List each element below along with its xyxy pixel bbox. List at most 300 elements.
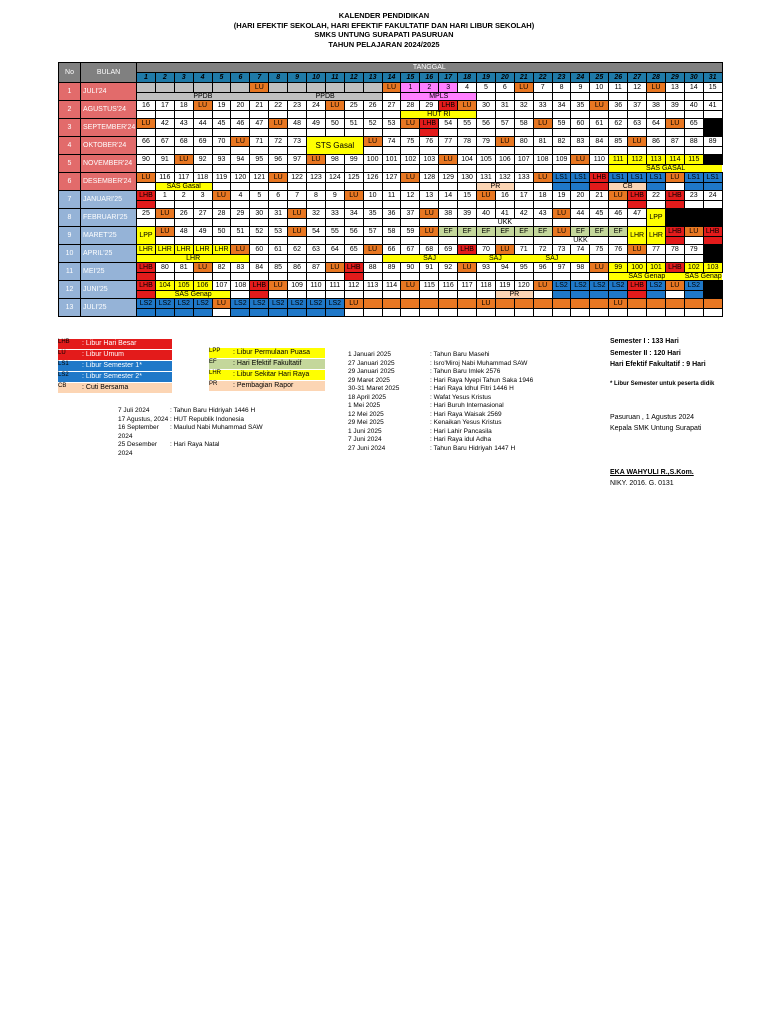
day-cell: LU [533,173,552,183]
day-cell: LHB [250,281,269,291]
day-cell: 121 [250,173,269,183]
day-cell: 50 [325,119,344,129]
day-subcell [137,111,156,119]
day-subcell [212,201,231,209]
day-cell: 20 [571,191,590,201]
day-subcell [401,129,420,137]
day-cell: LU [288,209,307,219]
day-subcell [477,237,496,245]
day-cell: LS2 [307,299,326,309]
day-cell: 1 [155,191,174,201]
day-subcell [439,165,458,173]
day-cell: 9 [571,83,590,93]
day-cell: 7 [288,191,307,201]
day-cell: LU [363,137,382,147]
day-subcell [590,255,609,263]
day-subcell [514,165,533,173]
day-cell: 92 [439,263,458,273]
day-subcell [665,111,684,119]
day-cell: 101 [382,155,401,165]
day-subcell [269,147,288,155]
day-cell: LU [628,137,647,147]
day-subcell [269,309,288,317]
day-subcell [458,183,477,191]
day-subcell [269,291,288,299]
day-subcell [458,129,477,137]
day-cell [647,299,666,309]
month-no: 11 [59,263,81,281]
day-cell: LS2 [571,281,590,291]
day-cell: 30 [477,101,496,111]
day-cell: LU [590,101,609,111]
day-subcell [382,111,401,119]
month-name: JUNI'25 [81,281,137,299]
day-cell: LHB [137,281,156,291]
day-cell: LU [269,173,288,183]
day-cell: 108 [231,281,250,291]
day-cell: 10 [363,191,382,201]
day-subcell [382,273,401,281]
day-cell: LU [552,227,571,237]
day-cell: 35 [363,209,382,219]
period-band: PPDB [269,93,382,101]
day-subcell [382,93,401,101]
month-name: OKTOBER'24 [81,137,137,155]
day-subcell [231,129,250,137]
day-subcell [420,309,439,317]
day-cell: 78 [458,137,477,147]
day-subcell [420,201,439,209]
day-cell: 83 [571,137,590,147]
month-no: 1 [59,83,81,101]
day-subcell [571,111,590,119]
day-cell: 73 [552,245,571,255]
day-cell: EF [495,227,514,237]
day-cell: LU [533,119,552,129]
day-cell: LU [231,137,250,147]
holiday-item [348,368,533,377]
day-cell: 76 [420,137,439,147]
day-cell: EF [533,227,552,237]
day-header: 8 [269,73,288,83]
day-subcell [137,147,156,155]
day-cell [363,299,382,309]
day-subcell [495,129,514,137]
day-cell: LHB [137,191,156,201]
day-subcell [401,147,420,155]
day-subcell [231,291,250,299]
day-cell: LHB [665,191,684,201]
day-cell: 22 [647,191,666,201]
day-header: 25 [590,73,609,83]
day-cell: LS2 [231,299,250,309]
day-subcell [269,273,288,281]
day-subcell [533,273,552,281]
day-subcell [647,93,666,101]
day-subcell [250,237,269,245]
day-subcell [250,165,269,173]
day-cell: 72 [269,137,288,147]
day-cell: LU [514,83,533,93]
semester-note: * Libur Semester untuk peserta didik [610,381,715,387]
day-cell: 69 [439,245,458,255]
month-row [59,173,723,183]
day-cell: LS2 [552,281,571,291]
day-subcell [684,309,703,317]
day-subcell [288,165,307,173]
day-cell: 45 [212,119,231,129]
day-subcell [137,183,156,191]
day-subcell [363,111,382,119]
day-cell: 108 [533,155,552,165]
day-subcell [703,147,722,155]
day-cell: 8 [307,191,326,201]
legend-label: : Libur Hari Besar [80,339,172,349]
day-cell: 63 [628,119,647,129]
day-cell: 59 [401,227,420,237]
day-cell: LS2 [137,299,156,309]
day-subcell [420,237,439,245]
day-cell: EF [590,227,609,237]
day-cell: 2 [420,83,439,93]
day-cell: LU [458,101,477,111]
day-subcell [495,165,514,173]
day-cell: 47 [250,119,269,129]
month-row [59,263,723,273]
day-cell: 89 [703,137,722,147]
day-cell: 40 [477,209,496,219]
day-cell [684,299,703,309]
signatory-name: EKA WAHYULI R.,S.Kom. [610,469,694,476]
day-cell: 51 [231,227,250,237]
holiday-item [348,385,533,394]
day-subcell [609,237,628,245]
day-subcell [382,309,401,317]
day-cell: 39 [458,209,477,219]
day-subcell [458,147,477,155]
day-subcell [514,273,533,281]
day-cell: 91 [420,263,439,273]
holiday-date: 16 September 2024 [118,424,159,440]
month-row [59,155,723,165]
day-cell: LU [344,299,363,309]
day-cell: 68 [420,245,439,255]
day-subcell [590,111,609,119]
day-subcell [458,165,477,173]
day-cell: LU [401,173,420,183]
legend-left [58,338,172,393]
day-cell: 75 [590,245,609,255]
day-subcell [250,309,269,317]
day-subcell [307,165,326,173]
day-cell: 128 [420,173,439,183]
period-band: CB [609,183,647,191]
day-subcell [193,201,212,209]
day-subcell [665,93,684,101]
holiday-item [348,377,533,386]
day-subcell [363,147,382,155]
day-cell: LU [155,227,174,237]
day-cell [439,299,458,309]
day-subcell [665,237,684,245]
day-cell: 26 [174,209,193,219]
holiday-date: 17 Agustus, 2024 [118,415,169,423]
day-subcell [325,255,344,263]
day-subcell [477,147,496,155]
day-cell: 122 [288,173,307,183]
day-cell: 132 [495,173,514,183]
day-subcell [647,291,666,299]
day-subcell [382,219,401,227]
day-cell: LHR [212,245,231,255]
month-no: 3 [59,119,81,137]
day-cell: 85 [609,137,628,147]
day-cell: 124 [325,173,344,183]
day-subcell [307,201,326,209]
day-subcell [307,273,326,281]
day-cell: 70 [477,245,496,255]
day-cell: LU [288,227,307,237]
day-subcell [193,237,212,245]
day-cell: 20 [231,101,250,111]
day-subcell [363,183,382,191]
day-cell: 11 [609,83,628,93]
day-cell: 74 [571,245,590,255]
day-header: 17 [439,73,458,83]
day-cell: LS2 [155,299,174,309]
day-cell: 6 [269,191,288,201]
holiday-name: : Tahun Baru Masehi [430,351,490,358]
day-cell: 102 [401,155,420,165]
day-cell: 87 [307,263,326,273]
day-subcell [325,165,344,173]
day-cell: LU [137,119,156,129]
day-cell: LS1 [647,173,666,183]
day-cell: 113 [363,281,382,291]
day-cell: LU [307,155,326,165]
period-band: SAS Genap [155,291,231,299]
day-subcell [684,291,703,299]
day-cell [344,83,363,93]
day-cell [590,299,609,309]
day-subcell [174,129,193,137]
day-subcell [212,165,231,173]
day-cell: LU [269,281,288,291]
day-cell [193,83,212,93]
holiday-item [118,441,263,458]
day-cell: 97 [552,263,571,273]
period-band: PPDB [137,93,269,101]
holiday-item [118,416,263,425]
day-cell: 110 [307,281,326,291]
day-subcell [382,237,401,245]
day-cell: LS2 [193,299,212,309]
day-subcell [212,183,231,191]
day-subcell [684,237,703,245]
day-cell: LU [571,155,590,165]
legend-label: : Pembagian Rapor [231,381,325,391]
day-subcell [420,129,439,137]
day-subcell [628,111,647,119]
day-cell: LHB [458,245,477,255]
day-subcell [439,237,458,245]
day-subcell [193,111,212,119]
day-cell: 28 [401,101,420,111]
day-subcell [382,183,401,191]
day-cell: 126 [363,173,382,183]
day-cell: 94 [231,155,250,165]
legend-code: LS1 [58,361,80,371]
day-subcell [571,309,590,317]
day-subcell [269,129,288,137]
day-cell [665,299,684,309]
holiday-date: 7 Juli 2024 [118,407,150,414]
month-row [59,137,723,147]
title-line-2: (HARI EFEKTIF SEKOLAH, HARI EFEKTIF FAKULTATIF DAN HARI LIBUR SEKOLAH) [233,20,535,30]
day-subcell [590,147,609,155]
holiday-item [118,424,263,441]
day-cell: LU [137,173,156,183]
day-cell: 53 [269,227,288,237]
day-cell: 12 [628,83,647,93]
day-cell [401,299,420,309]
day-subcell [684,93,703,101]
day-subcell [647,255,666,263]
day-subcell [533,183,552,191]
day-cell: 61 [269,245,288,255]
day-subcell [684,183,703,191]
day-cell: 2 [174,191,193,201]
legend-item [209,369,325,380]
day-cell: STS Gasal [307,137,364,155]
day-cell [137,83,156,93]
day-subcell [647,147,666,155]
day-subcell [495,273,514,281]
day-subcell [533,111,552,119]
legend-label: : Libur Sekitar Hari Raya [231,370,325,380]
day-cell: 93 [477,263,496,273]
day-cell: 117 [174,173,193,183]
day-subcell [363,201,382,209]
day-subcell [269,201,288,209]
day-cell: 106 [193,281,212,291]
day-cell: 91 [155,155,174,165]
day-subcell [514,237,533,245]
day-cell: 10 [590,83,609,93]
day-subcell [155,309,174,317]
day-cell [552,299,571,309]
day-cell: 43 [533,209,552,219]
day-cell: 12 [401,191,420,201]
day-subcell [458,273,477,281]
day-cell: LHR [174,245,193,255]
day-cell: 17 [514,191,533,201]
day-cell: 77 [647,245,666,255]
day-header: 30 [684,73,703,83]
day-cell: 57 [495,119,514,129]
day-subcell [590,93,609,101]
holiday-date: 1 Januari 2025 [348,351,392,358]
day-cell: 5 [477,83,496,93]
day-cell: 105 [477,155,496,165]
day-cell: 82 [212,263,231,273]
month-no: 7 [59,191,81,209]
day-cell: 83 [231,263,250,273]
day-cell: LU [231,245,250,255]
legend-item [209,347,325,358]
day-subcell [288,147,307,155]
holiday-date: 27 Juni 2024 [348,444,386,452]
day-subcell [212,219,231,227]
day-subcell [458,237,477,245]
day-subcell [647,183,666,191]
day-cell: 62 [609,119,628,129]
day-cell: 25 [344,101,363,111]
day-subcell [155,129,174,137]
day-cell: 40 [684,101,703,111]
day-subcell [344,237,363,245]
day-subcell [571,273,590,281]
holiday-name: : Tahun Baru Imlek 2576 [430,368,501,375]
month-no: 12 [59,281,81,299]
legend-item [58,360,172,371]
day-cell: 74 [382,137,401,147]
day-cell: LHR [628,227,647,245]
day-subcell [458,291,477,299]
holiday-list-2025 [348,351,533,453]
legend-item [58,382,172,393]
day-cell: LU [665,281,684,291]
day-cell [325,83,344,93]
day-cell: 89 [382,263,401,273]
day-cell: 120 [231,173,250,183]
day-subcell [307,111,326,119]
day-subcell [514,201,533,209]
day-cell [571,299,590,309]
holiday-name: : Hari Raya Nyepi Tahun Saka 1946 [430,376,534,384]
day-cell: 78 [665,245,684,255]
day-cell: 42 [155,119,174,129]
header-bulan: BULAN [81,63,137,83]
month-name: JULI'25 [81,299,137,317]
month-row [59,299,723,309]
month-no: 6 [59,173,81,191]
day-cell: 21 [590,191,609,201]
day-cell: 101 [647,263,666,273]
day-subcell [571,93,590,101]
day-cell: LPP [647,209,666,227]
day-subcell [231,111,250,119]
day-subcell [288,201,307,209]
day-subcell [552,183,571,191]
day-subcell [495,93,514,101]
holiday-date: 18 April 2025 [348,393,386,401]
day-subcell [382,147,401,155]
day-cell: 38 [647,101,666,111]
day-subcell [344,255,363,263]
title-line-1: KALENDER PENDIDIKAN [338,11,430,20]
day-cell: LHB [439,101,458,111]
day-cell: LU [344,191,363,201]
day-cell: LU [609,299,628,309]
holiday-name: : Hari Raya idul Adha [430,436,492,443]
day-cell: 119 [495,281,514,291]
day-cell: 36 [609,101,628,111]
day-cell: 44 [193,119,212,129]
day-cell: 68 [174,137,193,147]
day-cell: 55 [325,227,344,237]
day-cell: 110 [590,155,609,165]
